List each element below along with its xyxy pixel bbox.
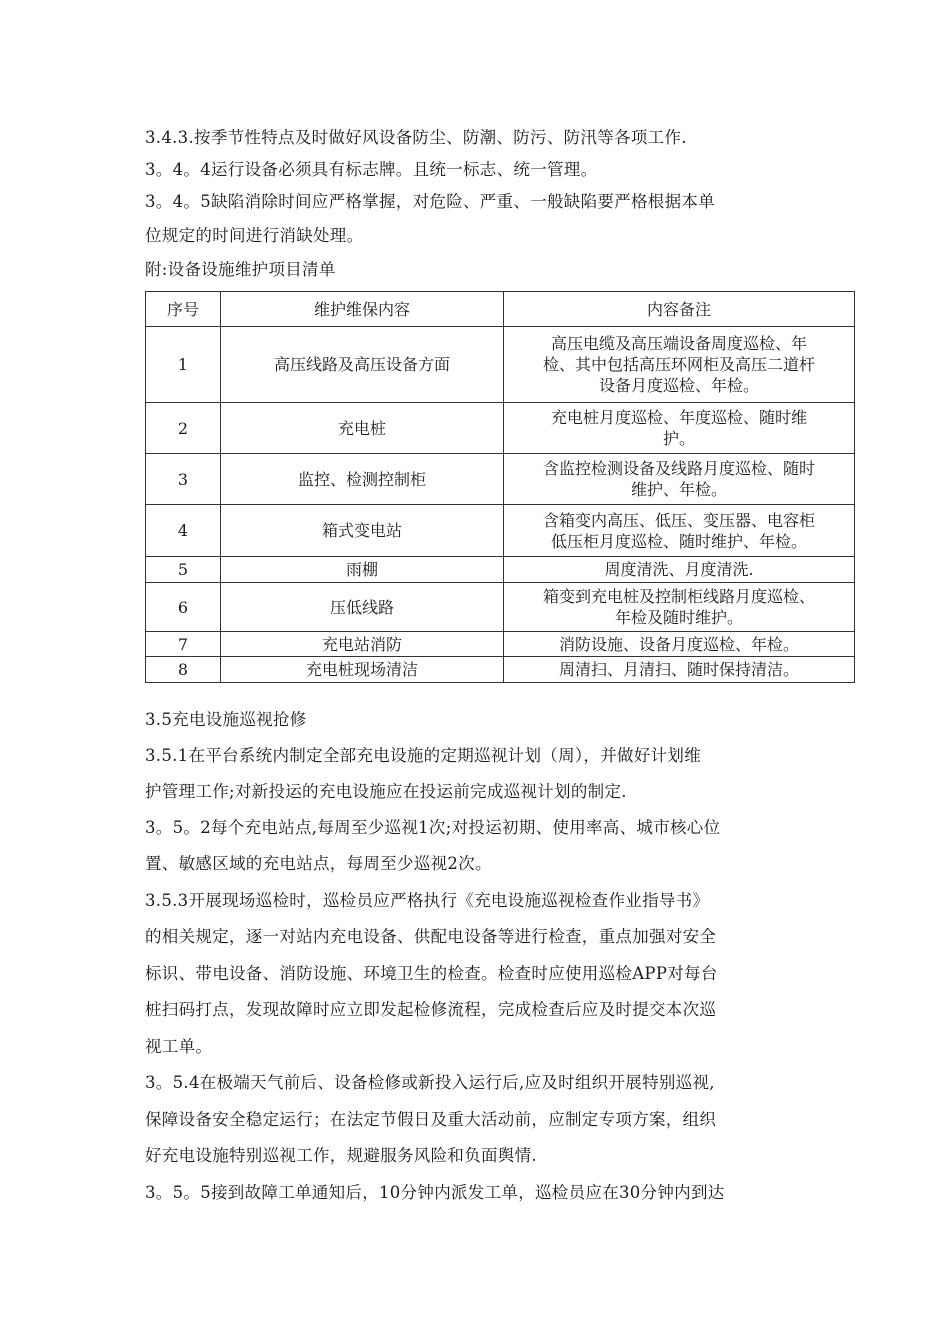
note-line: 高压电缆及高压端设备周度巡检、年	[550, 334, 807, 353]
paragraph-line: 3。4。5缺陷消除时间应严格掌握，对危险、严重、一般缺陷要严格根据本单	[145, 192, 715, 211]
cell-seq: 8	[146, 657, 221, 683]
paragraph-line: 置、敏感区域的充电站点，每周至少巡视2次。	[145, 854, 492, 873]
paragraph-line: 视工单。	[145, 1037, 213, 1056]
paragraph-line: 3。5。2每个充电站点,每周至少巡视1次;对投运初期、使用率高、城市核心位	[145, 818, 721, 837]
note-line: 低压柜月度巡检、随时维护、年检。	[550, 531, 807, 551]
note-line: 周清扫、月清扫、随时保持清洁。	[558, 660, 799, 679]
cell-seq: 7	[146, 632, 221, 657]
header-seq: 序号	[146, 292, 221, 327]
section-heading: 3.5充电设施巡视抢修	[145, 710, 307, 729]
note-line: 维护、年检。	[630, 480, 727, 499]
cell-seq: 6	[146, 583, 221, 632]
cell-item: 压低线路	[221, 583, 504, 632]
paragraph-line: 3.5.3开展现场巡检时，巡检员应严格执行《充电设施巡视检查作业指导书》	[145, 891, 710, 910]
table-row	[146, 557, 855, 583]
table-caption: 附:设备设施维护项目清单	[145, 260, 336, 279]
paragraph-line: 3.5.1在平台系统内制定全部充电设施的定期巡视计划（周），并做好计划维	[145, 746, 702, 765]
note-line: 年检及随时维护。	[614, 608, 743, 627]
header-note: 内容备注	[504, 292, 855, 327]
cell-note	[504, 657, 855, 683]
note-line: 箱变到充电桩及控制柜线路月度巡检、	[542, 587, 815, 606]
table-row	[146, 403, 855, 454]
cell-seq: 5	[146, 557, 221, 583]
cell-item: 充电桩现场清洁	[221, 657, 504, 683]
table-row	[146, 583, 855, 632]
cell-note	[504, 583, 855, 632]
paragraph-line: 3.4.3.按季节性特点及时做好风设备防尘、防潮、防污、防汛等各项工作.	[145, 128, 687, 147]
table-row	[146, 454, 855, 505]
note-line: 设备月度巡检、年检。	[598, 376, 759, 395]
cell-item: 监控、检测控制柜	[221, 454, 504, 505]
note-line: 含监控检测设备及线路月度巡检、随时	[542, 459, 815, 478]
cell-seq: 3	[146, 454, 221, 505]
cell-note	[504, 454, 855, 505]
cell-seq: 2	[146, 403, 221, 454]
cell-item: 箱式变电站	[221, 505, 504, 557]
paragraph-line: 桩扫码打点，发现故障时应立即发起检修流程，完成检查后应及时提交本次巡	[145, 1000, 717, 1019]
cell-note	[504, 505, 855, 557]
cell-item: 高压线路及高压设备方面	[221, 327, 504, 403]
cell-item: 充电站消防	[221, 632, 504, 657]
note-line: 护。	[662, 429, 695, 448]
paragraph-line: 的相关规定，逐一对站内充电设备、供配电设备等进行检查，重点加强对安全	[145, 927, 717, 946]
note-line: 检、其中包括高压环网柜及高压二道杆	[542, 355, 815, 374]
paragraph-line: 好充电设施特别巡视工作，规避服务风险和负面舆情.	[145, 1146, 537, 1165]
paragraph-line: 保障设备安全稳定运行；在法定节假日及重大活动前，应制定专项方案，组织	[145, 1110, 717, 1129]
paragraph-line: 3。5.4在极端天气前后、设备检修或新投入运行后,应及时组织开展特别巡视,	[145, 1073, 715, 1092]
cell-note	[504, 327, 855, 403]
cell-seq: 1	[146, 327, 221, 403]
table-row	[146, 657, 855, 683]
maintenance-items-table	[145, 291, 855, 683]
cell-note	[504, 403, 855, 454]
note-line: 周度清洗、月度清洗.	[604, 560, 754, 579]
table-row	[146, 632, 855, 657]
note-line: 消防设施、设备月度巡检、年检。	[558, 634, 799, 654]
paragraph-line: 护管理工作;对新投运的充电设施应在投运前完成巡视计划的制定.	[145, 782, 627, 801]
paragraph-line: 3。5。5接到故障工单通知后，10分钟内派发工单，巡检员应在30分钟内到达	[145, 1183, 725, 1202]
cell-note	[504, 632, 855, 657]
paragraph-line: 3。4。4运行设备必须具有标志牌。且统一标志、统一管理。	[145, 160, 598, 179]
note-line: 含箱变内高压、低压、变压器、电容柜	[542, 510, 815, 530]
cell-item: 雨棚	[221, 557, 504, 583]
header-item: 维护维保内容	[221, 292, 504, 327]
cell-note	[504, 557, 855, 583]
table-row	[146, 327, 855, 403]
cell-item: 充电桩	[221, 403, 504, 454]
paragraph-line: 标识、带电设备、消防设施、环境卫生的检查。检查时应使用巡检APP对每台	[145, 964, 718, 983]
table-row	[146, 505, 855, 557]
table-header-row	[146, 292, 855, 327]
note-line: 充电桩月度巡检、年度巡检、随时维	[550, 408, 807, 427]
cell-seq: 4	[146, 505, 221, 557]
paragraph-line: 位规定的时间进行消缺处理。	[145, 226, 364, 245]
